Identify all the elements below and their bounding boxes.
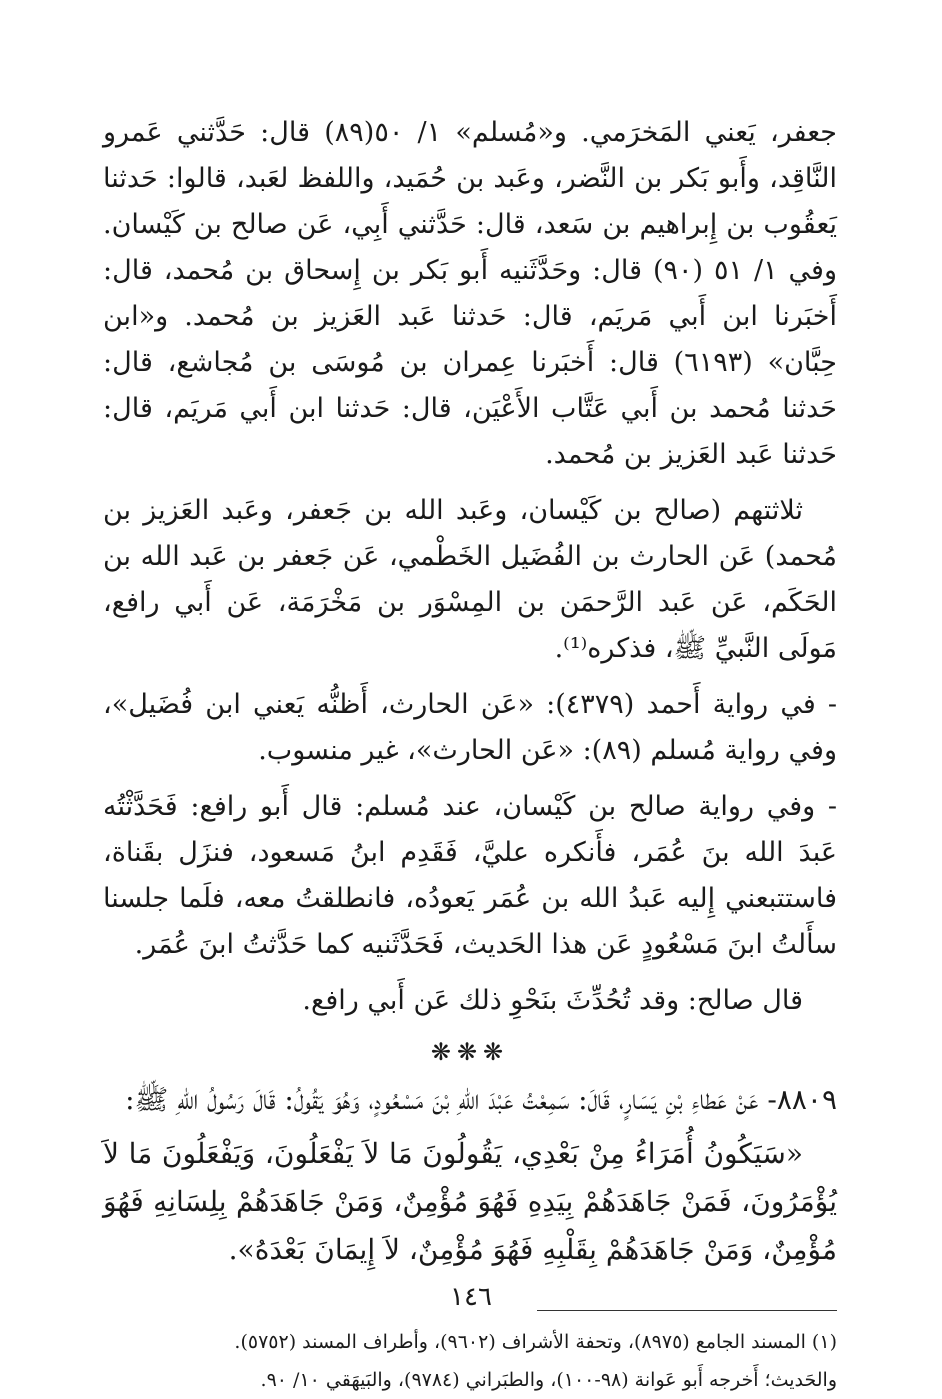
hadith-8809 (103, 1076, 837, 1274)
section-separator: ❋❋❋ (430, 1038, 510, 1066)
hadith-intro: ٨٨٠٩- عَنْ عَطاءِ بْنِ يَسَارٍ، قَالَ: سَمِعْتُ عَبْدَ اللهِ بْنَ مَسْعُودٍ، وَهُوَ يَقُولُ: قَالَ رَسُولُ اللهِ ﷺ: (125, 1083, 837, 1116)
sources-paragraph: جعفر، يَعني المَخرَمي. و«مُسلم» ١/ ٥٠(٨٩) قال: حَدَّثني عَمرو النَّاقِد، وأَبو بَكر بن النَّضر، وعَبد بن حُمَيد، واللفظ لعَبد، قالوا: حَدثنا يَعقُوب بن إِبراهيم بن سَعد، قال: حَدَّثني أَبِي، عَن صالح بن كَيْسان. وفي ١/ ٥١ (٩٠) قال: وحَدَّثَنيه أَبو بَكر بن إِسحاق بن مُحمد، قال: أَخبَرنا ابن أَبي مَريَم، قال: حَدثنا عَبد العَزيز بن مُحمد. و«ابن حِبَّان» (٦١٩٣) قال: أَخبَرنا عِمران بن مُوسَى بن مُجاشع، قال: حَدثنا مُحمد بن أَبي عَتَّاب الأَعْيَن، قال: حَدثنا ابن أَبي مَريَم، قال: حَدثنا عَبد العَزيز بن مُحمد. (103, 117, 838, 470)
page-number: ١٤٦ (450, 1282, 492, 1312)
note-ahmad-muslim: - في رواية أَحمد (٤٣٧٩): «عَن الحارث، أَظنُّه يَعني ابن فُضَيل»، وفي رواية مُسلم (٨٩): «عَن الحارث»، غير منسوب. (103, 689, 837, 766)
note-salih-riwaya: - وفي رواية صالح بن كَيْسان، عند مُسلم: قال أَبو رافع: فَحَدَّثْتُه عَبدَ الله بنَ عُمَر، فأَنكره عليَّ، فَقَدِم ابنُ مَسعود، فنزَل بقَناة، فاستتبعني إِليه عَبدُ الله بن عُمَر يَعودُه، فانطلقتُ معه، فلَما جلسنا سأَلتُ ابنَ مَسْعُودٍ عَن هذا الحَديث، فَحَدَّثَنيه كما حَدَّثتُ ابنَ عُمَر. (103, 791, 837, 960)
hadith-text: «سَيَكُونُ أُمَرَاءُ مِنْ بَعْدِي، يَقُولُونَ مَا لاَ يَفْعَلُونَ، وَيَفْعَلُونَ مَا لاَ يُؤْمَرُونَ، فَمَنْ جَاهَدَهُمْ بِيَدِهِ فَهُوَ مُؤْمِنٌ، وَمَنْ جَاهَدَهُمْ بِلِسَانِهِ فَهُوَ مُؤْمِنٌ، وَمَنْ جَاهَدَهُمْ بِقَلْبِهِ فَهُوَ مُؤْمِنٌ، لاَ إِيمَانَ بَعْدَهُ». (103, 1137, 837, 1266)
footnotes (103, 1323, 837, 1399)
salih-statement: قال صالح: وقد تُحُدِّثَ بنَحْوِ ذلك عَن أَبي رافع. (302, 985, 803, 1016)
main-text (103, 110, 837, 1024)
chain-paragraph: ثلاثتهم (صالح بن كَيْسان، وعَبد الله بن جَعفر، وعَبد العَزيز بن مُحمد) عَن الحارث بن الفُضَيل الخَطْمي، عَن جَعفر بن عَبد الله بن الحَكَم، عَن عَبد الرَّحمَن بن المِسْوَر بن مَخْرَمَة، عَن أَبي رافع، مَولَى النَّبيِّ ﷺ، فذكره⁽¹⁾. (103, 495, 837, 664)
footnote-2: والحَديث؛ أَخرجه أَبو عَوانة (٩٨-١٠٠)، والطبَراني (٩٧٨٤)، والبَيهَقي ١٠/ ٩٠. (260, 1369, 837, 1391)
footnote-1: (١) المسند الجامع (٨٩٧٥)، وتحفة الأشراف (٩٦٠٢)، وأطراف المسند (٥٧٥٢). (234, 1331, 837, 1353)
